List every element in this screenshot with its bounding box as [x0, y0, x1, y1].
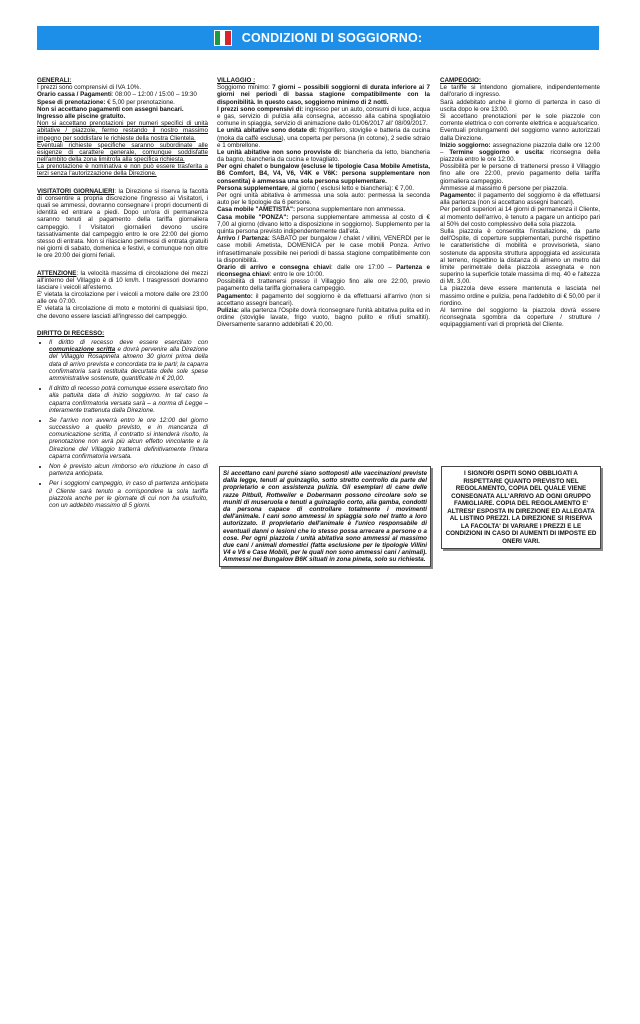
campeggio-text: Sarà addebitato anche il giorno di partenza in caso di uscita dopo le ore 13:00. [440, 98, 600, 113]
section-heading-recesso: DIRITTO DI RECESSO: [37, 329, 105, 337]
visitatori-text: : la Direzione si riserva la facoltà di consentire a propria discrezione l'ingresso ai Visitatori, i quali se ammessi, dovranno consegnare i propri documenti di identità ed entrare a piedi. Dopo un'ora di permanenza saranno tenuti al pagamento della tariffa giornaliera campeggio. I Visitatori giornalieri devono uscire tassativamente dal campeggio entro le ore 22:00 del giorno stesso di entrata. Non si rilasciano permessi di entrata gratuiti nei giorni di sabato, domenica e festivi, e comunque non oltre le ore 20:00 dei giorni feriali. [37, 187, 208, 260]
pulizia-text: Pulizia: alla partenza l'Ospite dovrà riconsegnare l'unità abitativa pulita ed in ordine (stoviglie lavate, frigo vuoto, bagno pulito e rifiuti smaltiti). Diversamente saranno addebitati € 20,00. [217, 307, 430, 329]
arrivo-partenza: Arrivo / Partenza: SABATO per bungalow / chalet / villini, VENERDI per le case mobili Ametista, DOMENICA per le case mobili Ponza. Arrivo infrasettimanale possibile nei periodi di bassa stagione compatibilmente con la disponibilità. [217, 235, 430, 264]
trattenersi-text: Possibilità di trattenersi presso il Villaggio fino alle ore 22:00, previo pagamento della tariffa giornaliera campeggio. [217, 278, 430, 293]
recesso-list [37, 339, 208, 509]
attenzione-text: : la velocità massima di circolazione dei mezzi all'interno del Villaggio è di 10 km/h. I trasgressori dovranno lasciare i veicoli all'esterno. [37, 269, 208, 291]
attenzione-paragraph [37, 270, 208, 292]
auto-text: Per ogni unità abitativa è ammessa una sola auto: permessa la seconda auto per le tipologie da 6 persone. [217, 192, 430, 207]
regolamento-notice-box: I SIGNORI OSPITI SONO OBBLIGATI A RISPETTARE QUANTO PREVISTO NEL REGOLAMENTO, COPIA DEL QUALE VIENE CONSEGNATA ALL'ARRIVO AD OGNI GRUPPO FAMIGLIARE. COPIA DEL REGOLAMENTO E' ALTRESI' ESPOSTA IN DIREZIONE ED ALLEGATA AL LISTINO PREZZI. LA DIREZIONE SI RISERVA LA FACOLTA' DI VARIARE I PREZZI E LE CONDIZIONI IN CASO DI AUMENTI DI IMPOSTE ED ONERI VARI. [441, 466, 601, 549]
ponza-text: Casa mobile "PONZA": persona supplementare ammessa al costo di € 7,00 al giorno (divano letto a disposizione in soggiorno). Supplemento per la quinta persona previsto indipendentemente dall'età. [217, 213, 430, 235]
header-banner [37, 26, 599, 50]
inizio-soggiorno: Inizio soggiorno: assegnazione piazzola dalle ore 12:00 – Termine soggiorno e uscita: riconsegna della piazzola entro le ore 12:00. [440, 141, 600, 164]
campeggio-text: Al termine del soggiorno la piazzola dovrà essere riconsegnata sgombra da coperture / strutture / equipaggiamenti vari di proprietà del Cliente. [440, 307, 600, 329]
piscine-text: Ingresso alle piscine gratuito. [37, 112, 126, 120]
list-item: • Il diritto di recesso potrà comunque essere esercitato fino alla pattuita data di inizio soggiorno. In tal caso la caparra confirmatoria versata sarà – a norma di Legge – interamente trattenuta dalla Direzione. [49, 385, 208, 414]
list-item: • Per i soggiorni campeggio, in caso di partenza anticipata il Cliente sarà tenuto a corrispondere la sola tariffa piazzola anche per le giornate di cui non ha usufruito, con un addebito massimo di 5 giorni. [49, 480, 208, 509]
unita-non-provviste: Le unità abitative non sono provviste di: biancheria da letto, biancheria da bagno, biancheria da cucina e tovagliato. [217, 148, 430, 164]
unita-dotate: Le unità abitative sono dotate di: frigorifero, stoviglie e batteria da cucina (moka da caffè esclusa), una coperta per persona (in cotone), 2 sedie sdraio e 1 ombrellone. [217, 127, 430, 149]
campeggio-text: La piazzola deve essere mantenuta e lasciata nel massimo ordine e pulizia, pena l'addebito di € 50,00 per il riordino. [440, 285, 600, 307]
comunicazione-scritta: comunicazione scritta [49, 346, 116, 354]
italy-flag-icon [214, 30, 232, 46]
section-heading-attenzione: ATTENZIONE [37, 269, 77, 277]
list-item: • Non è previsto alcun rimborso e/o riduzione in caso di partenza anticipata. [49, 463, 208, 477]
animali-notice-box: Si accettano cani purché siano sottoposti alle vaccinazioni previste dalla legge, tenuti al guinzaglio, sotto stretto controllo da parte del proprietario e con assistenza pulizia. Gli esemplari di cane delle razze Pitbull, Rottweiler e Dobermann possono circolare solo se muniti di museruola e tenuti a guinzaglio corto, alla gamba, condotti da persona capace di controllare totalmente i movimenti dell'animale. I cani sono ammessi in spiaggia solo nel tratto a loro autorizzato. Il proprietario dell'animale è l'unico responsabile di eventuali danni o lesioni che lo stesso possa arrecare a persone o a cose. Per ogni piazzola / unità abitativa sono ammessi al massimo due cani / animali domestici (fatta esclusione per le tipologie Villini V4 e V6 e Case Mobili, per le quali non sono ammessi cani / animali). Ammessi nei Bungalow B6K situati in zona pineta, solo su richiesta. [219, 466, 431, 567]
orario-value: : 08:00 – 12:00 / 15:00 – 19:30 [111, 91, 197, 99]
list-item: • Se l'arrivo non avverrà entro le ore 12:00 del giorno successivo a quello previsto, e in mancanza di comunicazione scritta, il contratto si intenderà risolto, la prenotazione non avrà più alcun effetto vincolante e la Direzione del Villaggio tratterrà definitivamente l'intera caparra confirmatoria versata. [49, 417, 208, 460]
spese-prenotazione [37, 99, 208, 106]
soggiorno-minimo: Soggiorno minimo: 7 giorni – possibili soggiorni di durata inferiore ai 7 giorni nei periodi di bassa stagione compatibilmente con la disponibilità. In questo caso, soggiorno minimo di 2 notti. [217, 84, 430, 106]
campeggio-text: Ammesse al massimo 6 persone per piazzola. [440, 184, 568, 192]
attenzione-text-2: E' vietata la circolazione per i veicoli a motore dalle ore 23:00 alle ore 07:00. [37, 291, 208, 306]
campeggio-text: Eventuali prolungamenti del soggiorno vanno autorizzati dalla Direzione. [440, 127, 600, 142]
column-campeggio [440, 77, 600, 329]
section-heading-visitatori: VISITATORI GIORNALIERI [37, 187, 115, 195]
section-heading-villaggio: VILLAGGIO : [217, 77, 256, 84]
campeggio-text: Per periodi superiori ai 14 giorni di permanenza il Cliente, al momento dell'arrivo, è tenuto a pagare un anticipo pari al 50% del costo complessivo della sola piazzola. [440, 206, 600, 228]
campeggio-text: Sulla piazzola è consentita l'installazione, da parte dell'Ospite, di coperture supplementari, purché rispettino le caratteristiche di mobilità e provvisorietà, siano sostenute da apposita struttura appoggiata ed assicurata al terreno, rispettino la distanza di almeno un metro dal limite perimetrale della piazzola assegnata e non superino la superficie totale massima di mq. 40 e l'altezza di Mt. 3,00. [440, 227, 600, 286]
column-generali [37, 77, 208, 512]
flag-red-stripe [225, 31, 230, 45]
campeggio-text: Le tariffe si intendono giornaliere, indipendentemente dall'orario di ingresso. [440, 84, 600, 99]
orario-cassa [37, 91, 208, 98]
column-villaggio [217, 77, 430, 329]
visitatori-paragraph [37, 188, 208, 260]
orario-label: Orario cassa / Pagamenti [37, 91, 112, 99]
attenzione-text-3: E' vietata la circolazione di moto e motorini di qualsiasi tipo, che devono essere lasciati all'ingresso del campeggio. [37, 305, 208, 320]
section-heading-generali: GENERALI: [37, 77, 72, 84]
campeggio-text: Si accettano prenotazioni per le sole piazzole con corrente elettrica o con corrente elettrica e acqua/scarico. [440, 112, 600, 128]
pagamento-campeggio: Pagamento: il pagamento del soggiorno è da effettuarsi alla partenza (non si accettano assegni bancari). [440, 192, 600, 207]
persona-supplementare: Persona supplementare, al giorno ( esclusi letto e biancheria): € 7,00. [217, 184, 414, 192]
persona-supplementare-note: Per ogni chalet o bungalow (escluse le tipologie Casa Mobile Ametista, B6 Comfort, B4, V4, V6, V4K e V6K: persona supplementare non consentita) è ammessa una sola persona supplementare. [217, 163, 430, 185]
assegni-text: Non si accettano pagamenti con assegni bancari. [37, 105, 184, 113]
section-heading-campeggio: CAMPEGGIO: [440, 77, 481, 84]
ametista-text: Casa mobile "AMETISTA": persona supplementare non ammessa. [217, 206, 406, 214]
richieste-text: Eventuali richieste specifiche saranno subordinate alle esigenze di carattere generale, comunque soddisfatte nell'ambito della zona limitrofa alla specifica richiesta. [37, 141, 208, 164]
list-item: • Il diritto di recesso deve essere esercitato con comunicazione scritta e dovrà pervenire alla Direzione del Villaggio Rosapineta almeno 30 giorni prima della data di arrivo prevista e concordata tra le parti; la caparra confirmatoria sarà restituita decurtata delle sole spese amministrative sostenute, quantificate in € 20,00. [49, 339, 208, 382]
spese-value: € 5,00 per prenotazione. [105, 98, 175, 106]
no-prenotazioni-text: Non si accettano prenotazioni per numeri specifici di unità abitative / piazzole, fermo restando il nostro massimo impegno per soddisfare le richieste della nostra Clientela. [37, 120, 208, 142]
prezzi-compresi: I prezzi sono comprensivi di: ingresso per un auto, consumi di luce, acqua e gas, servizio di pulizia alla consegna, accesso alla cabina spogliatoio comune in spiaggia, servizio di animazione dallo 01/06/2017 all' 08/09/2017. [217, 105, 430, 128]
campeggio-text: Possibilità per le persone di trattenersi presso il Villaggio fino alle ore 22:00, previo pagamento della tariffa giornaliera campeggio. [440, 163, 600, 185]
spese-label: Spese di prenotazione: [37, 98, 106, 106]
iva-text: I prezzi sono comprensivi di IVA 10%. [37, 84, 142, 92]
page-title: CONDIZIONI DI SOGGIORNO: [241, 31, 423, 45]
orario-arrivo: Orario di arrivo e consegna chiavi: dalle ore 17:00 – Partenza e riconsegna chiavi: entro le ore 10:00. [217, 263, 430, 279]
pagamento-villaggio: Pagamento: il pagamento del soggiorno è da effettuarsi all'arrivo (non si accettano assegni bancari). [217, 292, 430, 307]
nominativa-text: La prenotazione è nominativa e non può essere trasferita a terzi senza l'autorizzazione della Direzione. [37, 163, 208, 178]
